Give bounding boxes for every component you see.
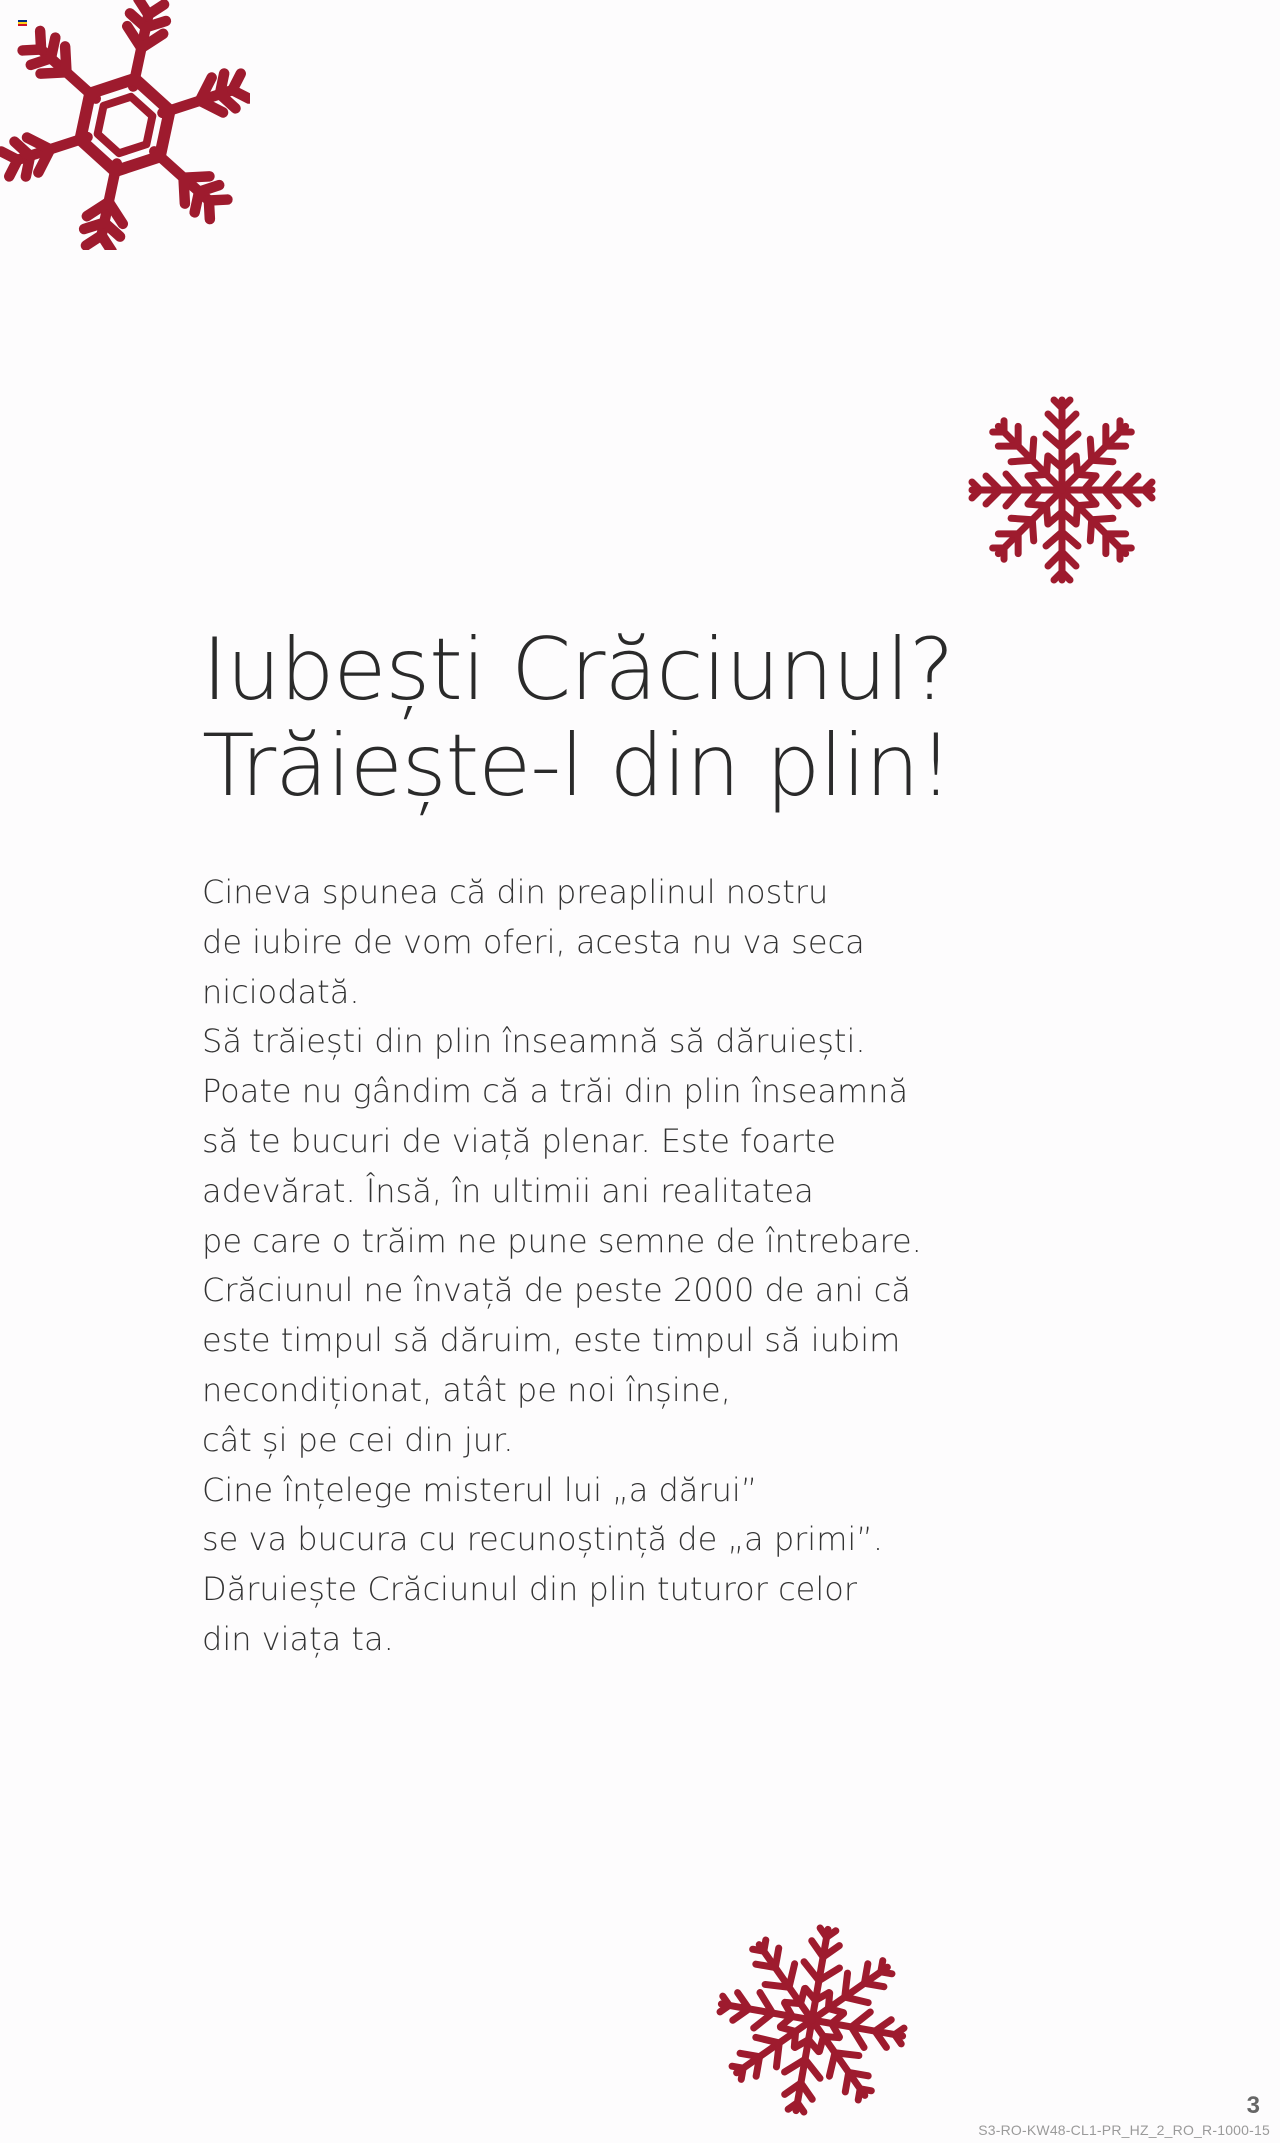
body-line: pe care o trăim ne pune semne de întrebare. [202,1221,922,1260]
body-line: necondiționat, atât pe noi înșine, [202,1370,731,1409]
body-line: Dăruiește Crăciunul din plin tuturor celor [202,1570,857,1609]
body-line: Poate nu gândim că a trăi din plin înseamnă [202,1072,909,1111]
document-code: S3-RO-KW48-CL1-PR_HZ_2_RO_R-1000-15 [978,2122,1270,2138]
body-line: Să trăiești din plin înseamnă să dăruiești. [202,1022,866,1061]
body-line: Crăciunul ne învață de peste 2000 de ani că [202,1271,911,1310]
body-line: adevărat. Însă, în ultimii ani realitatea [202,1171,814,1210]
body-line: niciodată. [202,972,360,1011]
body-line: este timpul să dăruim, este timpul să iubim [202,1321,901,1360]
body-line: Cine înțelege misterul lui „a dărui” [202,1470,758,1509]
snowflake-icon [712,1920,912,2120]
snowflake-icon [962,390,1162,590]
body-paragraph [202,868,1002,1665]
page-title [202,622,1022,814]
body-line: Cineva spunea că din preaplinul nostru [202,873,829,911]
page-number: 3 [1246,2092,1260,2119]
body-line: să te bucuri de viață plenar. Este foarte [202,1121,836,1160]
body-line: se va bucura cu recunoștință de „a primi”. [202,1520,883,1559]
snowflake-icon [0,0,250,250]
body-line: de iubire de vom oferi, acesta nu va seca [202,922,865,961]
body-line: cât și pe cei din jur. [202,1420,514,1459]
title-line-1: Iubești Crăciunul? [202,620,954,720]
title-line-2: Trăiește-l din plin! [202,716,953,816]
body-line: din viața ta. [202,1619,394,1658]
